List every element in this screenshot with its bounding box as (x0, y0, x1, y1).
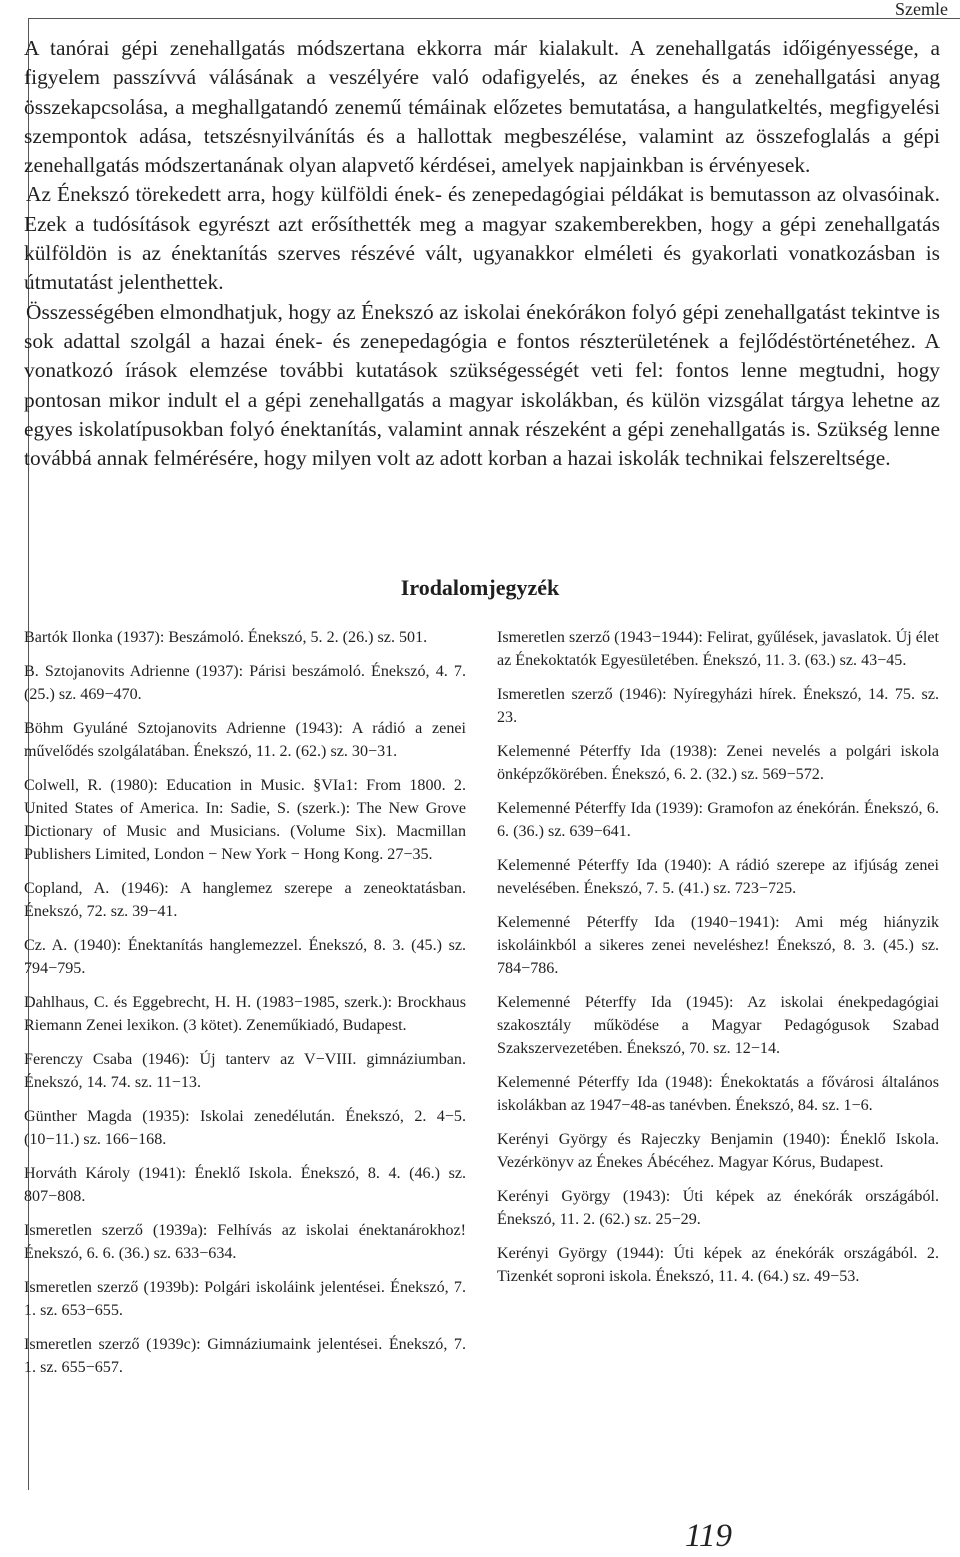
reference-item: Kerényi György (1943): Úti képek az énekórák országából. Énekszó, 11. 2. (62.) sz. 25−29. (497, 1188, 939, 1228)
reference-item: Bartók Ilonka (1937): Beszámoló. Énekszó, 5. 2. (26.) sz. 501. (24, 629, 428, 646)
reference-item: Kelemenné Péterffy Ida (1945): Az iskolai énekpedagógiai szakosztály működése a Magyar Pedagógusok Szabad Szakszervezetében. Énekszó, 70. sz. 12−14. (497, 994, 939, 1057)
reference-item: Kelemenné Péterffy Ida (1948): Énekoktatás a fővárosi általános iskolákban az 1947−48-as tanévben. Énekszó, 84. sz. 1−6. (497, 1074, 939, 1114)
paragraph-conclusion: Összességében elmondhatjuk, hogy az Énekszó az iskolai énekórákon folyó gépi zenehallgatást tekintve is sok adattal szolgál a hazai ének- és zenepedagógia e fontos részterületének a fejlődéstörténetéhez. A vonatkozó írások elemzése további kutatások szükségességét veti fel: fontos lenne megtudni, hogy pontosan mikor indult el a gépi zenehallgatás a magyar iskolákban, és külön vizsgálat tárgya lehetne az egyes iskolatípusokban folyó énektanítás, valamint annak részeként a gépi zenehallgatás is. Szükség lenne továbbá annak felmérésére, hogy milyen volt az adott korban a hazai iskolák technikai felszereltsége. (24, 299, 940, 471)
reference-item: Kelemenné Péterffy Ida (1938): Zenei nevelés a polgári iskola önképzőkörében. Énekszó, 6. 2. (32.) sz. 569−572. (497, 743, 939, 783)
references-right-column (497, 626, 939, 1299)
references-left-column (24, 626, 466, 1390)
reference-item: Ismeretlen szerző (1939b): Polgári iskoláink jelentései. Énekszó, 7. 1. sz. 653−655. (24, 1279, 466, 1319)
reference-item: Böhm Gyuláné Sztojanovits Adrienne (1943): A rádió a zenei művelődés szolgálatában. Énekszó, 11. 2. (62.) sz. 30−31. (24, 720, 466, 760)
reference-item: Dahlhaus, C. és Eggebrecht, H. H. (1983−1985, szerk.): Brockhaus Riemann Zenei lexikon. (3 kötet). Zeneműkiadó, Budapest. (24, 994, 466, 1034)
page-number: 119 (685, 1518, 733, 1554)
reference-item: Kelemenné Péterffy Ida (1940−1941): Ami még hiányzik iskoláinkból a sikeres zenei neveléshez! Énekszó, 8. 3. (45.) sz. 784−786. (497, 914, 939, 977)
reference-item: Copland, A. (1946): A hanglemez szerepe a zeneoktatásban. Énekszó, 72. sz. 39−41. (24, 880, 466, 920)
reference-item: Günther Magda (1935): Iskolai zenedélután. Énekszó, 2. 4−5. (10−11.) sz. 166−168. (24, 1108, 466, 1148)
reference-item: Ferenczy Csaba (1946): Új tanterv az V−VIII. gimnáziumban. Énekszó, 14. 74. sz. 11−13. (24, 1051, 466, 1091)
reference-item: Ismeretlen szerző (1939a): Felhívás az iskolai énektanárokhoz! Énekszó, 6. 6. (36.) sz. 633−634. (24, 1222, 466, 1262)
reference-item: B. Sztojanovits Adrienne (1937): Párisi beszámoló. Énekszó, 4. 7. (25.) sz. 469−470. (24, 663, 466, 703)
body-text (24, 34, 940, 473)
header-rule (28, 18, 960, 19)
reference-item: Kerényi György és Rajeczky Benjamin (1940): Éneklő Iskola. Vezérkönyv az Énekes Ábécéhez. Magyar Kórus, Budapest. (497, 1131, 939, 1171)
reference-item: Colwell, R. (1980): Education in Music. §VIa1: From 1800. 2. United States of America. In: Sadie, S. (szerk.): The New Grove Dictionary of Music and Musicians. (Volume Six). Macmillan Publishers Limited, London − New York − Hong Kong. 27−35. (24, 777, 466, 863)
paragraph-methodology: A tanórai gépi zenehallgatás módszertana ekkorra már kialakult. A zenehallgatás időigényessége, a figyelem passzívvá válásának a veszélyére való odafigyelés, az énekes és a zenehallgatási anyag összekapcsolása, a meghallgatandó zenemű témáinak előzetes bemutatása, a hangulatkeltés, megfigyelési szempontok adása, tetszésnyilvánítás és a hallottak megbeszélése, valamint az összefoglalás a gépi zenehallgatás módszertanának olyan alapvető kérdései, amelyek napjainkban is érvényesek. (24, 36, 940, 178)
references-title: Irodalomjegyzék (400, 575, 560, 600)
reference-item: Kerényi György (1944): Úti képek az énekórák országából. 2. Tizenkét soproni iskola. Énekszó, 11. 4. (64.) sz. 49−53. (497, 1245, 939, 1285)
header-section-label: Szemle (895, 0, 948, 19)
reference-item: Ismeretlen szerző (1946): Nyíregyházi hírek. Énekszó, 14. 75. sz. 23. (497, 686, 939, 726)
reference-item: Kelemenné Péterffy Ida (1940): A rádió szerepe az ifjúság zenei nevelésében. Énekszó, 7. 5. (41.) sz. 723−725. (497, 857, 939, 897)
paragraph-foreign-examples: Az Énekszó törekedett arra, hogy külföldi ének- és zenepedagógiai példákat is bemutasson az olvasóinak. Ezek a tudósítások egyrészt azt erősíthették meg a magyar szakemberekben, hogy a gépi zenehallgatás külföldön is az énektanítás szerves részévé vált, ugyanakkor elméleti és gyakorlati vonatkozásban is útmutatást jelenthettek. (24, 182, 940, 295)
reference-item: Cz. A. (1940): Énektanítás hanglemezzel. Énekszó, 8. 3. (45.) sz. 794−795. (24, 937, 466, 977)
reference-item: Horváth Károly (1941): Éneklő Iskola. Énekszó, 8. 4. (46.) sz. 807−808. (24, 1165, 466, 1205)
reference-item: Ismeretlen szerző (1943−1944): Felirat, gyűlések, javaslatok. Új élet az Énekoktatók Egyesületében. Énekszó, 11. 3. (63.) sz. 43−45. (497, 629, 939, 669)
reference-item: Kelemenné Péterffy Ida (1939): Gramofon az énekórán. Énekszó, 6. 6. (36.) sz. 639−641. (497, 800, 939, 840)
reference-item: Ismeretlen szerző (1939c): Gimnáziumaink jelentései. Énekszó, 7. 1. sz. 655−657. (24, 1336, 466, 1376)
